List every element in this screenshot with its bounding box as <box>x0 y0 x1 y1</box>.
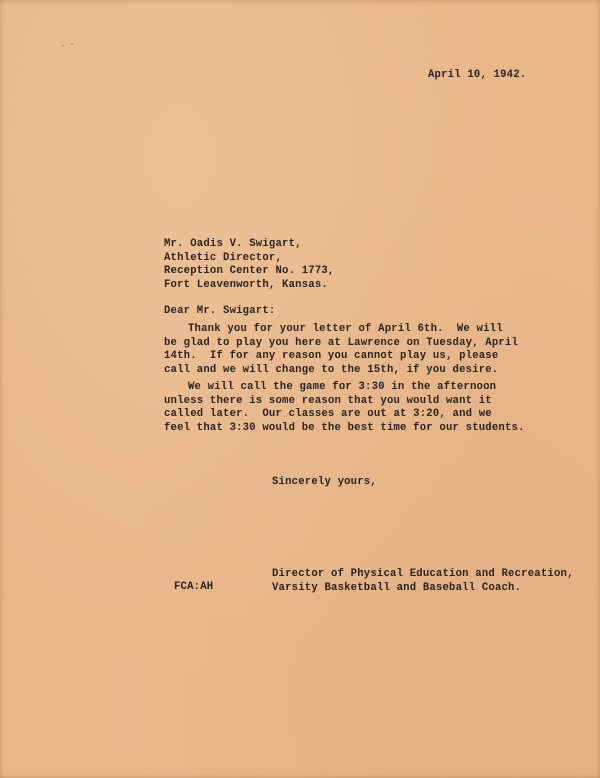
letter-date: April 10, 1942. <box>428 69 527 81</box>
salutation: Dear Mr. Swigart: <box>164 305 276 317</box>
paper-speck <box>62 45 64 46</box>
paragraph-1-line: 14th. If for any reason you cannot play us, please <box>164 350 499 362</box>
paragraph-2-line: called later. Our classes are out at 3:20, and we <box>164 408 492 420</box>
paragraph-1-line: call and we will change to the 15th, if you desire. <box>164 363 499 376</box>
paragraph-2-line: feel that 3:30 would be the best time for our students. <box>164 421 525 434</box>
paragraph-1-line: Thank you for your letter of April 6th. We will <box>188 323 503 335</box>
recipient-line: Athletic Director, <box>164 251 283 264</box>
closing: Sincerely yours, <box>272 476 377 488</box>
recipient-line: Reception Center No. 1773, <box>164 265 335 277</box>
signature-title-line: Varsity Basketball and Baseball Coach. <box>272 581 522 594</box>
paper-speck <box>71 43 73 44</box>
paragraph-1-line: be glad to play you here at Lawrence on Tuesday, April <box>164 336 519 349</box>
typist-initials: FCA:AH <box>174 581 214 593</box>
paragraph-2-line: We will call the game for 3:30 in the afternoon <box>188 381 497 393</box>
signature-title-line: Director of Physical Education and Recreation, <box>272 568 574 580</box>
paragraph-2-line: unless there is some reason that you would want it <box>164 394 492 407</box>
recipient-line: Mr. Oadis V. Swigart, <box>164 238 302 250</box>
recipient-line: Fort Leavenworth, Kansas. <box>164 278 328 291</box>
